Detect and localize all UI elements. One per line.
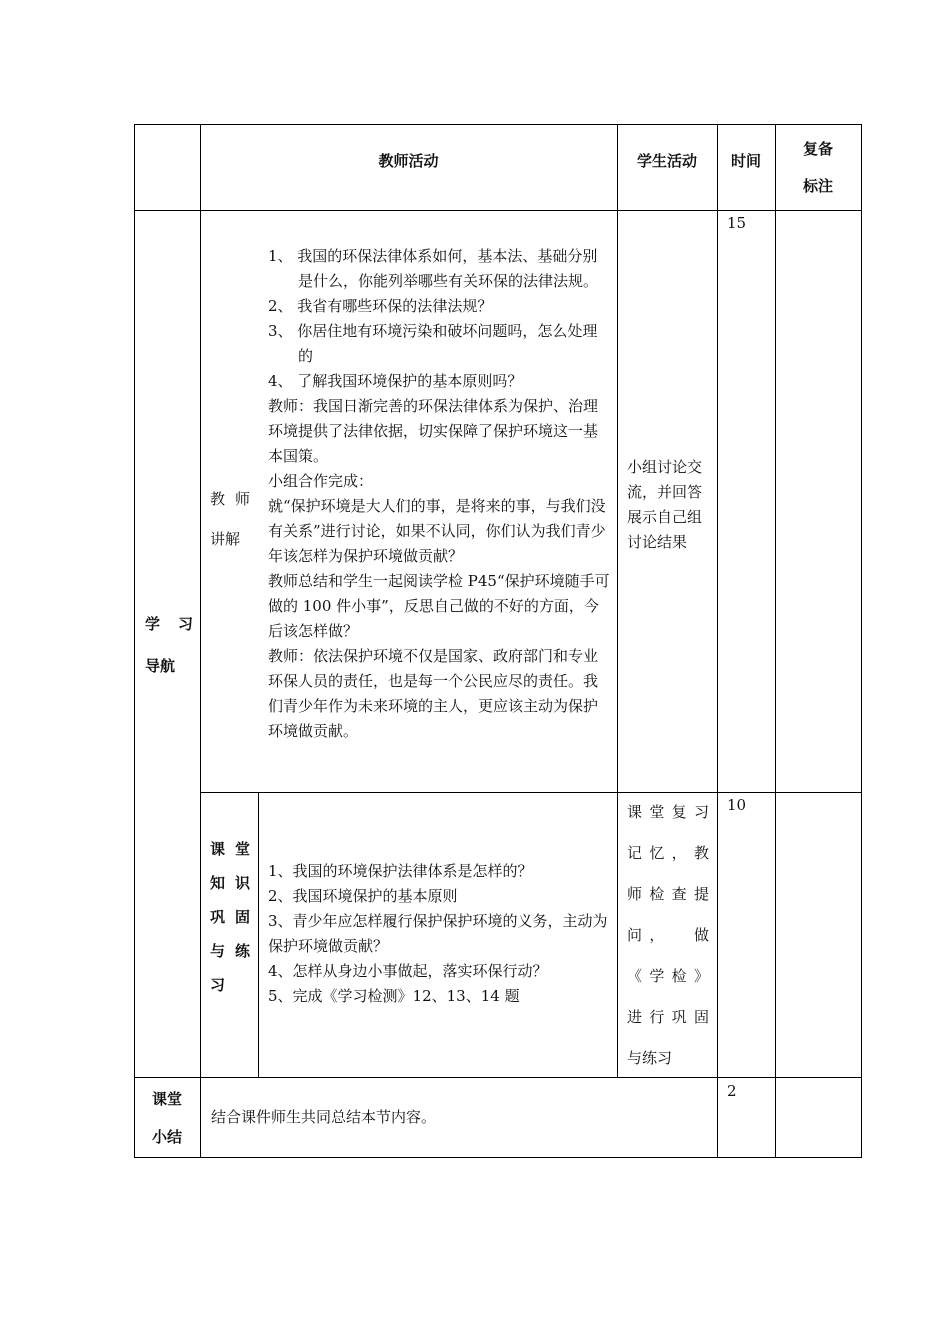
lecture-question-3: 3、 你居住地有环境污染和破坏问题吗，怎么处理的 [268,322,598,365]
lecture-content [268,244,610,744]
lecture-label-line2: 讲解 [210,530,241,548]
practice-student-line7: 与练习 [627,1049,673,1067]
summary-label-line2: 小结 [151,1128,182,1146]
lecture-question-4: 4、 了解我国环境保护的基本原则吗？ [268,372,523,390]
header-time: 时间 [730,152,761,170]
section-label-summary [134,1080,200,1156]
table-border-left [134,124,135,1158]
header-teacher-activity: 教师活动 [378,152,439,170]
lecture-paragraph-1: 教师：我国日渐完善的环保法律体系为保护、治理环境提供了法律依据，切实保障了保护环境这一基本国策。 [268,397,599,465]
lecture-time: 15 [727,214,747,232]
practice-student-line2: 记 忆 ， 教 [627,844,709,862]
lecture-paragraph-5: 教师：依法保护环境不仅是国家、政府部门和专业环保人员的责任，也是每一个公民应尽的责任。我们青少年作为未来环境的主人，更应该主动为保护环境做贡献。 [268,647,599,740]
practice-label-line4: 与 练 [210,942,250,960]
practice-label-line5: 习 [210,976,226,994]
practice-student-line4: 问 ， 做 [627,926,709,944]
header-remark [775,131,861,205]
lecture-student-activity: 小组讨论交流，并回答展示自己组讨论结果 [627,458,703,551]
summary-label-line1: 课堂 [151,1090,182,1108]
practice-student-line5: 《 学 检 》 [627,967,709,985]
summary-time: 2 [727,1082,737,1100]
practice-item-5: 5、完成《学习检测》12、13、14 题 [268,987,520,1005]
section-label-guide [145,603,193,687]
header-student-activity: 学生活动 [636,152,697,170]
guide-divider [134,1077,862,1078]
lecture-question-1: 1、 我国的环保法律体系如何，基本法、基础分别是什么，你能列举哪些有关环保的法律法规。 [268,247,599,290]
practice-label-divider [258,792,259,1078]
guide-label-line2: 导航 [145,657,176,675]
practice-item-4: 4、怎样从身边小事做起，落实环保行动？ [268,962,548,980]
header-remark-line2: 标注 [802,177,833,195]
lecture-paragraph-2: 小组合作完成： [268,472,374,490]
table-border-top [134,124,862,125]
lecture-paragraph-3: 就“保护环境是大人们的事，是将来的事，与我们没有关系”进行讨论，如果不认同，你们认为我们青少年该怎样为保护环境做贡献？ [268,497,606,565]
practice-item-3: 3、青少年应怎样履行保护保护环境的义务，主动为保护环境做贡献？ [268,912,608,955]
practice-label-line1: 课 堂 [210,840,250,858]
practice-label-line3: 巩 固 [210,908,250,926]
practice-student-activity [627,792,709,1079]
table-border-bottom [134,1157,862,1158]
col-divider-1 [200,124,201,1158]
practice-student-line6: 进 行 巩 固 [627,1008,709,1026]
col-divider-3 [717,124,718,1158]
practice-item-2: 2、我国环境保护的基本原则 [268,887,458,905]
col-divider-2 [617,124,618,1078]
practice-content [268,859,610,1009]
practice-label-line2: 知 识 [210,874,250,892]
header-remark-line1: 复备 [802,140,833,158]
col-divider-4 [775,124,776,1158]
practice-item-1: 1、我国的环境保护法律体系是怎样的？ [268,862,533,880]
lecture-label-line1: 教 师 [210,490,250,508]
practice-student-line1: 课 堂 复 习 [627,803,709,821]
guide-label-line1: 学 习 [145,615,193,633]
lecture-paragraph-4: 教师总结和学生一起阅读学检 P45“保护环境随手可做的 100 件小事”，反思自己做的不好的方面，今后该怎样做？ [268,572,610,640]
practice-student-line3: 师 检 查 提 [627,885,709,903]
practice-label [210,832,250,1002]
lecture-label [210,479,250,559]
lecture-question-2: 2、 我省有哪些环保的法律法规？ [268,297,493,315]
summary-content: 结合课件师生共同总结本节内容。 [211,1108,437,1126]
table-border-right [861,124,862,1158]
practice-time: 10 [727,796,747,814]
